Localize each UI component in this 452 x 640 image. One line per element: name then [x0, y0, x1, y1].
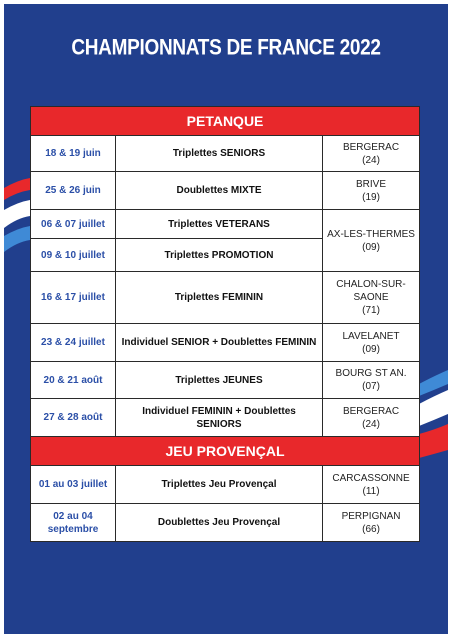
event-name: Triplettes PROMOTION — [116, 239, 323, 272]
event-location — [323, 272, 420, 324]
location-department: (66) — [362, 523, 380, 535]
event-name: Triplettes FEMININ — [116, 272, 323, 324]
event-location — [323, 504, 420, 542]
event-name: Individuel SENIOR + Doublettes FEMININ — [116, 324, 323, 362]
section-header-petanque — [31, 107, 420, 136]
location-city: BERGERAC — [342, 405, 400, 417]
event-date: 16 & 17 juillet — [31, 272, 116, 324]
section-title: PETANQUE — [31, 107, 420, 136]
event-date: 09 & 10 juillet — [31, 239, 116, 272]
event-location — [323, 324, 420, 362]
right-stripe-red — [419, 424, 448, 458]
event-name: Doublettes MIXTE — [116, 172, 323, 210]
event-date: 25 & 26 juin — [31, 172, 116, 210]
event-date: 23 & 24 juillet — [31, 324, 116, 362]
table-row — [31, 399, 420, 437]
location-city: BOURG ST AN. — [335, 368, 407, 379]
championship-schedule-table — [30, 106, 420, 542]
left-stripe-white — [4, 200, 30, 228]
location-city: CARCASSONNE — [332, 472, 410, 484]
event-name: Doublettes Jeu Provençal — [116, 504, 323, 542]
location-department: (09) — [362, 343, 380, 355]
table-row — [31, 136, 420, 172]
table-row — [31, 210, 420, 239]
table-row — [31, 172, 420, 210]
table-row — [31, 466, 420, 504]
event-name: Triplettes JEUNES — [116, 362, 323, 399]
section-title: JEU PROVENÇAL — [31, 437, 420, 466]
poster — [4, 4, 448, 634]
right-stripe-white — [419, 390, 448, 426]
location-department: (11) — [362, 485, 380, 497]
event-name: Triplettes VETERANS — [116, 210, 323, 239]
event-location — [323, 399, 420, 437]
table-row — [31, 272, 420, 324]
left-stripe-red — [4, 178, 30, 200]
event-location — [323, 136, 420, 172]
location-department: (24) — [362, 154, 380, 166]
table-row — [31, 504, 420, 542]
event-location — [323, 362, 420, 399]
location-department: (19) — [362, 191, 380, 203]
location-city: BRIVE — [356, 178, 387, 190]
event-name: Individuel FEMININ + Doublettes SENIORS — [116, 399, 323, 437]
table-row — [31, 324, 420, 362]
event-date: 18 & 19 juin — [31, 136, 116, 172]
event-location — [323, 172, 420, 210]
event-location — [323, 466, 420, 504]
event-date: 01 au 03 juillet — [31, 466, 116, 504]
location-department: (07) — [362, 381, 380, 392]
location-city: CHALON-SUR-SAONE — [336, 279, 406, 303]
event-location — [323, 210, 420, 272]
location-city: PERPIGNAN — [341, 510, 401, 522]
event-date: 27 & 28 août — [31, 399, 116, 437]
location-city: LAVELANET — [342, 330, 400, 342]
left-stripe-blue — [4, 226, 30, 252]
event-date: 06 & 07 juillet — [31, 210, 116, 239]
location-city: AX-LES-THERMES — [327, 228, 415, 240]
location-department: (24) — [362, 418, 380, 430]
page-title: CHAMPIONNATS DE FRANCE 2022 — [71, 36, 381, 61]
location-city: BERGERAC — [342, 141, 400, 153]
event-name: Triplettes Jeu Provençal — [116, 466, 323, 504]
table-row — [31, 362, 420, 399]
event-date: 02 au 04 septembre — [31, 504, 116, 542]
section-header-jeu-provencal — [31, 437, 420, 466]
location-department: (71) — [362, 305, 380, 316]
location-department: (09) — [362, 241, 380, 253]
event-date: 20 & 21 août — [31, 362, 116, 399]
event-name: Triplettes SENIORS — [116, 136, 323, 172]
